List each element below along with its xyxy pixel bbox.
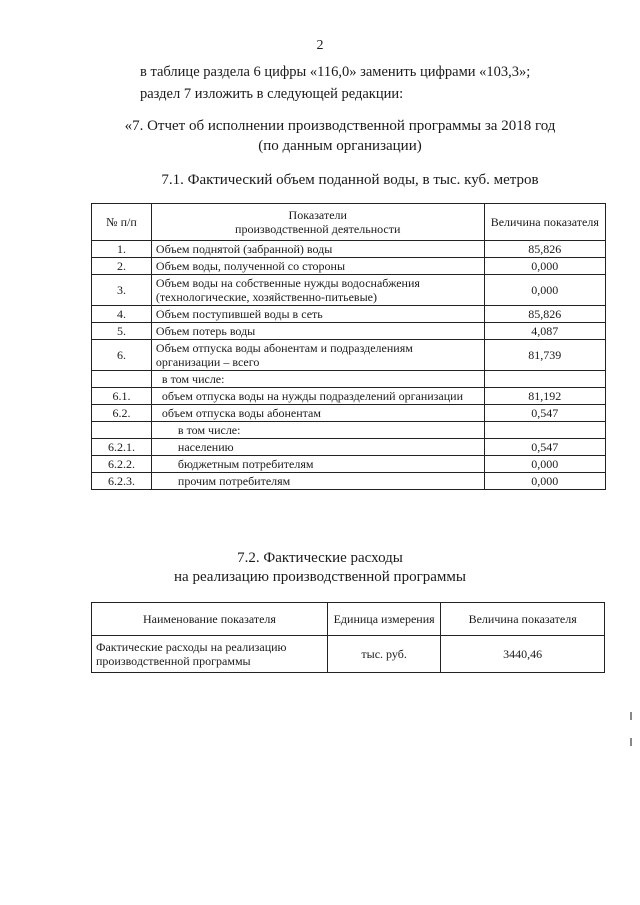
row-name: Объем поступившей воды в сеть — [151, 306, 484, 323]
table-row — [92, 275, 606, 306]
row-name: объем отпуска воды на нужды подразделений организации — [151, 388, 484, 405]
row-name: в том числе: — [151, 422, 484, 439]
row-num: 6.2.2. — [92, 456, 152, 473]
header-name-line1: Показатели — [288, 208, 347, 222]
row-value: 81,192 — [484, 388, 605, 405]
row-num: 6. — [92, 340, 152, 371]
row-name: Объем воды на собственные нужды водоснабжения (технологические, хозяйственно-питьевые) — [151, 275, 484, 306]
row-name: Объем поднятой (забранной) воды — [151, 241, 484, 258]
header-value: Величина показателя — [484, 204, 605, 241]
table-row — [92, 456, 606, 473]
row-num: 6.2. — [92, 405, 152, 422]
row-value: 0,000 — [484, 275, 605, 306]
row-num: 6.2.1. — [92, 439, 152, 456]
table-row — [92, 371, 606, 388]
row-name: Объем воды, полученной со стороны — [151, 258, 484, 275]
row-value — [484, 422, 605, 439]
water-volume-table — [91, 203, 606, 490]
table-row — [92, 388, 606, 405]
row-value: 0,547 — [484, 439, 605, 456]
table-header-row — [92, 204, 606, 241]
page-number: 2 — [316, 38, 324, 53]
section-7-subtitle: (по данным организации) — [258, 138, 422, 154]
row-value — [484, 371, 605, 388]
row-name: бюджетным потребителям — [151, 456, 484, 473]
row-name: Объем потерь воды — [151, 323, 484, 340]
table-row — [92, 439, 606, 456]
scan-mark — [630, 738, 632, 746]
row-value: 0,000 — [484, 473, 605, 490]
header-num: № п/п — [92, 204, 152, 241]
header-name-line2: производственной деятельности — [235, 222, 401, 236]
table-row — [92, 241, 606, 258]
table-row — [92, 258, 606, 275]
table-row — [92, 422, 606, 439]
intro-line-2: раздел 7 изложить в следующей редакции: — [140, 86, 404, 102]
row-num: 4. — [92, 306, 152, 323]
row-value: 3440,46 — [441, 636, 605, 673]
table-row — [92, 636, 605, 673]
row-value: 0,000 — [484, 258, 605, 275]
row-num — [92, 422, 152, 439]
row-num — [92, 371, 152, 388]
row-name: населению — [151, 439, 484, 456]
row-name: Фактические расходы на реализацию производственной программы — [92, 636, 328, 673]
table-header-row — [92, 603, 605, 636]
row-value: 81,739 — [484, 340, 605, 371]
row-value: 0,547 — [484, 405, 605, 422]
row-value: 85,826 — [484, 306, 605, 323]
header-unit: Единица измерения — [327, 603, 440, 636]
table-row — [92, 340, 606, 371]
section-7-1-title: 7.1. Фактический объем поданной воды, в тыс. куб. метров — [161, 172, 539, 188]
table-row — [92, 323, 606, 340]
header-value: Величина показателя — [441, 603, 605, 636]
row-value: 4,087 — [484, 323, 605, 340]
section-7-title: «7. Отчет об исполнении производственной программы за 2018 год — [124, 118, 556, 134]
row-num: 5. — [92, 323, 152, 340]
row-name: объем отпуска воды абонентам — [151, 405, 484, 422]
row-value: 85,826 — [484, 241, 605, 258]
row-name: прочим потребителям — [151, 473, 484, 490]
scan-mark — [630, 712, 632, 720]
table-row — [92, 306, 606, 323]
row-name: Объем отпуска воды абонентам и подразделениям организации – всего — [151, 340, 484, 371]
row-value: 0,000 — [484, 456, 605, 473]
table-row — [92, 405, 606, 422]
expenses-table — [91, 602, 605, 673]
table-row — [92, 473, 606, 490]
header-indicator: Наименование показателя — [92, 603, 328, 636]
row-num: 6.2.3. — [92, 473, 152, 490]
row-num: 1. — [92, 241, 152, 258]
row-unit: тыс. руб. — [327, 636, 440, 673]
section-7-2-title: 7.2. Фактические расходы — [237, 550, 403, 566]
header-name — [151, 204, 484, 241]
intro-line-1: в таблице раздела 6 цифры «116,0» заменить цифрами «103,3»; — [140, 64, 531, 80]
row-num: 2. — [92, 258, 152, 275]
row-name: в том числе: — [151, 371, 484, 388]
row-num: 6.1. — [92, 388, 152, 405]
row-num: 3. — [92, 275, 152, 306]
section-7-2-subtitle: на реализацию производственной программы — [174, 569, 466, 585]
